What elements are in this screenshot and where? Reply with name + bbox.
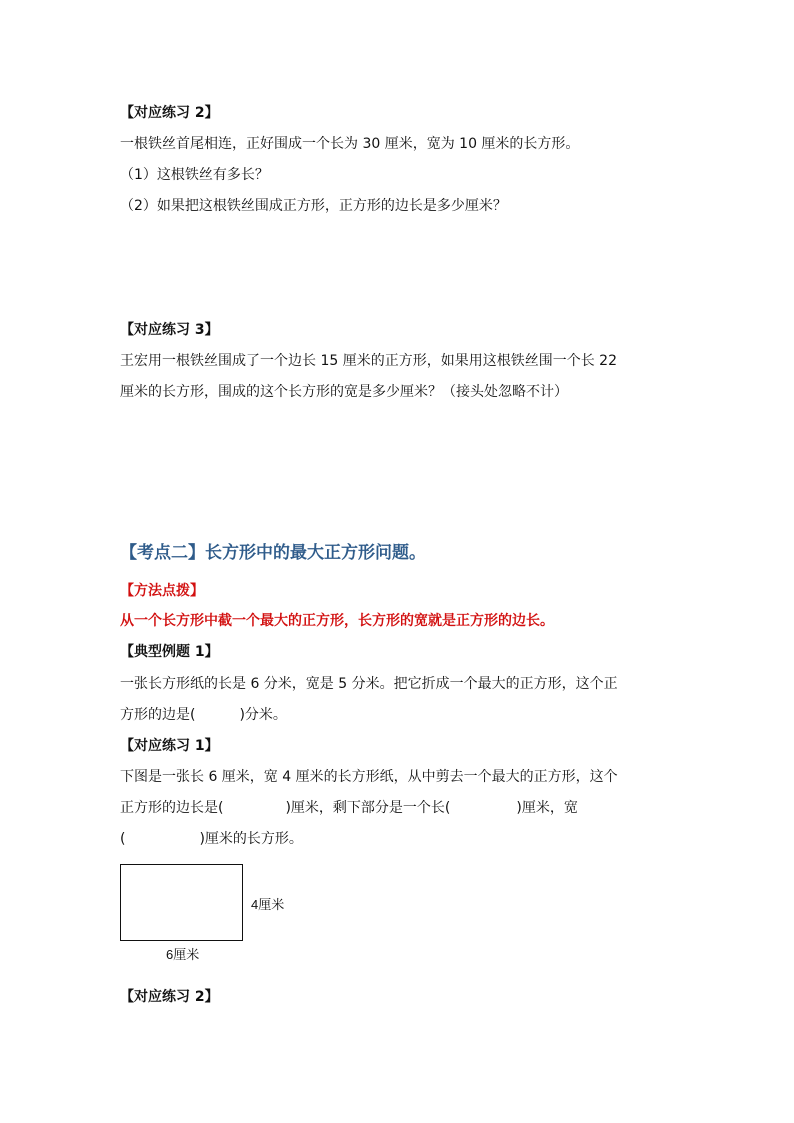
- practice-1-line-1: 下图是一张长 6 厘米，宽 4 厘米的长方形纸，从中剪去一个最大的正方形，这个: [120, 769, 618, 785]
- method-heading: 【方法点拨】: [120, 583, 204, 599]
- rectangle-width-label: 6厘米: [166, 947, 200, 962]
- practice-1-heading: 【对应练习 1】: [120, 738, 219, 754]
- practice-1-line-3-start: (: [120, 831, 126, 847]
- example-1-line-2-start: 方形的边是(: [120, 707, 196, 723]
- method-text: 从一个长方形中截一个最大的正方形，长方形的宽就是正方形的边长。: [120, 613, 554, 629]
- practice-2-heading: 【对应练习 2】: [120, 105, 219, 121]
- practice-1-line-2-mid: )厘米，剩下部分是一个长(: [285, 800, 451, 816]
- practice-1-line-2-start: 正方形的边长是(: [120, 800, 224, 816]
- practice-3-heading: 【对应练习 3】: [120, 322, 219, 338]
- practice-2-text: 一根铁丝首尾相连，正好围成一个长为 30 厘米，宽为 10 厘米的长方形。: [120, 136, 580, 152]
- rectangle-height-label: 4厘米: [251, 897, 285, 912]
- practice-3-text-line-1: 王宏用一根铁丝围成了一个边长 15 厘米的正方形，如果用这根铁丝围一个长 22: [120, 353, 617, 369]
- practice-2-question-2: （2）如果把这根铁丝围成正方形，正方形的边长是多少厘米？: [120, 198, 507, 214]
- rectangle-figure: [120, 864, 243, 941]
- practice-1-line-2: [120, 799, 578, 817]
- practice-1-line-2-end: )厘米，宽: [516, 800, 578, 816]
- practice-2b-heading: 【对应练习 2】: [120, 989, 219, 1005]
- section-2-title: 【考点二】长方形中的最大正方形问题。: [120, 543, 426, 563]
- example-1-line-2-end: )分米。: [239, 707, 287, 723]
- practice-1-line-3: [120, 830, 303, 848]
- example-1-heading: 【典型例题 1】: [120, 644, 219, 660]
- practice-3-text-line-2: 厘米的长方形，围成的这个长方形的宽是多少厘米？（接头处忽略不计）: [120, 384, 568, 400]
- practice-2-question-1: （1）这根铁丝有多长？: [120, 167, 269, 183]
- example-1-line-1: 一张长方形纸的长是 6 分米，宽是 5 分米。把它折成一个最大的正方形，这个正: [120, 676, 618, 692]
- practice-1-line-3-end: )厘米的长方形。: [199, 831, 303, 847]
- example-1-line-2: [120, 706, 287, 724]
